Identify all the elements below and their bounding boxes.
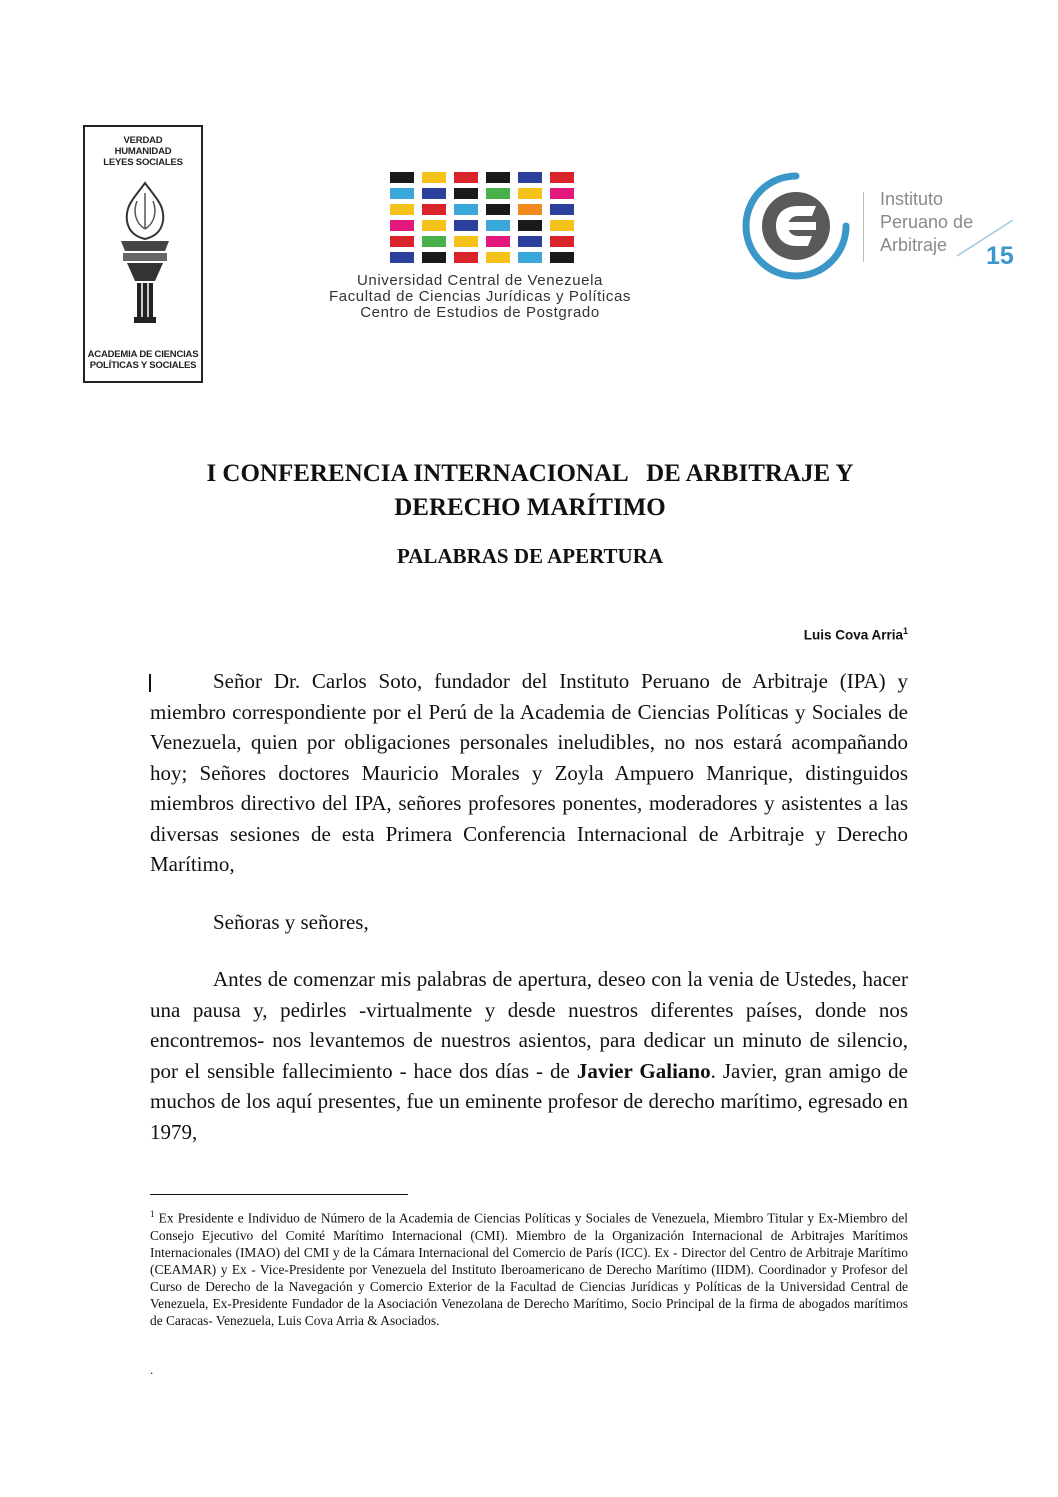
ucv-grid-cell — [518, 188, 542, 199]
ucv-grid-cell — [550, 252, 574, 263]
ucv-grid-cell — [390, 220, 414, 231]
document-title: I CONFERENCIA INTERNACIONAL DE ARBITRAJE Y DERECHO MARÍTIMO — [206, 460, 854, 521]
ucv-grid-cell — [550, 172, 574, 183]
paragraph-1: Señor Dr. Carlos Soto, fundador del Instituto Peruano de Arbitraje (IPA) y miembro correspondiente por el Perú de la Academia de Ciencias Políticas y Sociales de Venezuela, quien por obligaciones personales ineludibles, no nos estará acompañando hoy; Señores doctores Mauricio Morales y Zoyla Ampuero Manrique, distinguidos miembros directivo del IPA, señores profesores ponentes, moderadores y asistentes a las diversas sesiones de esta Primera Conferencia Internacional de Arbitraje y Derecho Marítimo, — [150, 669, 908, 876]
ipa-divider — [863, 192, 864, 262]
ucv-grid-cell — [486, 172, 510, 183]
ucv-grid-cell — [518, 204, 542, 215]
ucv-grid-cell — [454, 204, 478, 215]
ipa-name: Instituto Peruano de Arbitraje — [880, 189, 974, 255]
ucv-grid-cell — [454, 252, 478, 263]
ucv-grid-cell — [486, 204, 510, 215]
ucv-grid-cell — [486, 220, 510, 231]
ucv-grid-cell — [518, 236, 542, 247]
ucv-logo — [255, 170, 705, 330]
ucv-grid-cell — [486, 236, 510, 247]
footnote-marker: 1 — [150, 1209, 155, 1219]
ucv-grid-cell — [422, 188, 446, 199]
ucv-grid-cell — [454, 188, 478, 199]
text-cursor — [149, 674, 151, 692]
footnote: $^1$ Ex Presidente e Individuo de Número de la Academia de Ciencias Políticas y Sociales de Venezuela, Miembro Titular y Ex-Miembro del Consejo Ejecutivo del Comité Marítimo Internacional (CMI). Miembro de la Organización Internacional de Arbitrajes Marítimos Internacionales (IMAO) del CMI y de la Cámara Internacional del Comercio de París (ICC). Ex - Director del Centro de Arbitraje Marítimo (CEAMAR) y Ex - Vice-Presidente por Venezuela del Instituto Iberoamericano de Derecho Marítimo (IIDM). Coordinador y Profesor del Curso de Derecho de la Navegación y Comercio Exterior de la Facultad de Ciencias Jurídicas y Políticas de la Universidad Central de Venezuela, Ex-Presidente Fundador de la Asociación Venezolana de Derecho Marítimo, Socio Principal de la firma de abogados marítimos de Caracas- Venezuela, Luis Cova Arria & Asociados. — [150, 1209, 908, 1329]
ucv-text — [255, 273, 705, 321]
ucv-grid-cell — [550, 204, 574, 215]
ucv-grid-cell — [422, 204, 446, 215]
academia-logo — [83, 125, 203, 383]
ucv-grid-cell — [422, 236, 446, 247]
paragraph-3: Antes de comenzar mis palabras de apertura, deseo con la venia de Ustedes, hacer una pausa y, pedirles -virtualmente y desde nuestros diferentes países, donde nos encontremos- nos levantemos de nuestros asientos, para dedicar un minuto de silencio, por el sensible fallecimiento - hace dos días - de Javier Galiano. Javier, gran amigo de muchos de los aquí presentes, fue un eminente profesor de derecho marítimo, egresado en 1979, — [150, 967, 908, 1144]
ucv-grid-cell — [454, 172, 478, 183]
ucv-grid-cell — [422, 252, 446, 263]
ucv-grid-cell — [518, 172, 542, 183]
ucv-grid-cell — [422, 172, 446, 183]
ucv-color-grid — [390, 170, 575, 270]
academia-name: ACADEMIA DE CIENCIAS POLÍTICAS Y SOCIALES — [87, 349, 199, 371]
ucv-grid-cell — [518, 252, 542, 263]
document-body — [150, 666, 908, 1147]
ucv-grid-cell — [390, 236, 414, 247]
ucv-grid-cell — [390, 252, 414, 263]
ucv-grid-cell — [390, 188, 414, 199]
ucv-grid-cell — [390, 172, 414, 183]
footnote-divider — [150, 1194, 408, 1195]
ucv-grid-cell — [454, 220, 478, 231]
ipa-logo — [740, 170, 1030, 280]
torch-icon — [107, 179, 183, 329]
ucv-university: Universidad Central de Venezuela — [356, 272, 603, 289]
ucv-grid-cell — [454, 236, 478, 247]
footnote-ref[interactable]: 1 — [902, 626, 908, 636]
ipa-circle-icon — [740, 170, 852, 282]
ucv-grid-cell — [486, 188, 510, 199]
ucv-grid-cell — [550, 220, 574, 231]
ucv-center: Centro de Estudios de Postgrado — [360, 304, 600, 321]
author: Luis Cova Arria$^1$ — [803, 626, 908, 643]
footnote-trailing-dot: . — [150, 1362, 154, 1377]
academia-motto: VERDAD HUMANIDAD LEYES SOCIALES — [103, 135, 183, 168]
ucv-grid-cell — [486, 252, 510, 263]
ucv-grid-cell — [390, 204, 414, 215]
name-javier-galiano: Javier Galiano — [576, 1058, 711, 1083]
ucv-grid-cell — [422, 220, 446, 231]
ipa-anniversary: 15 — [986, 242, 1014, 270]
document-subtitle: PALABRAS DE APERTURA — [396, 544, 664, 568]
paragraph-2: Señoras y señores, — [213, 909, 369, 934]
ucv-grid-cell — [550, 236, 574, 247]
ucv-faculty: Facultad de Ciencias Jurídicas y Políticas — [329, 288, 631, 305]
ucv-grid-cell — [550, 188, 574, 199]
ucv-grid-cell — [518, 220, 542, 231]
